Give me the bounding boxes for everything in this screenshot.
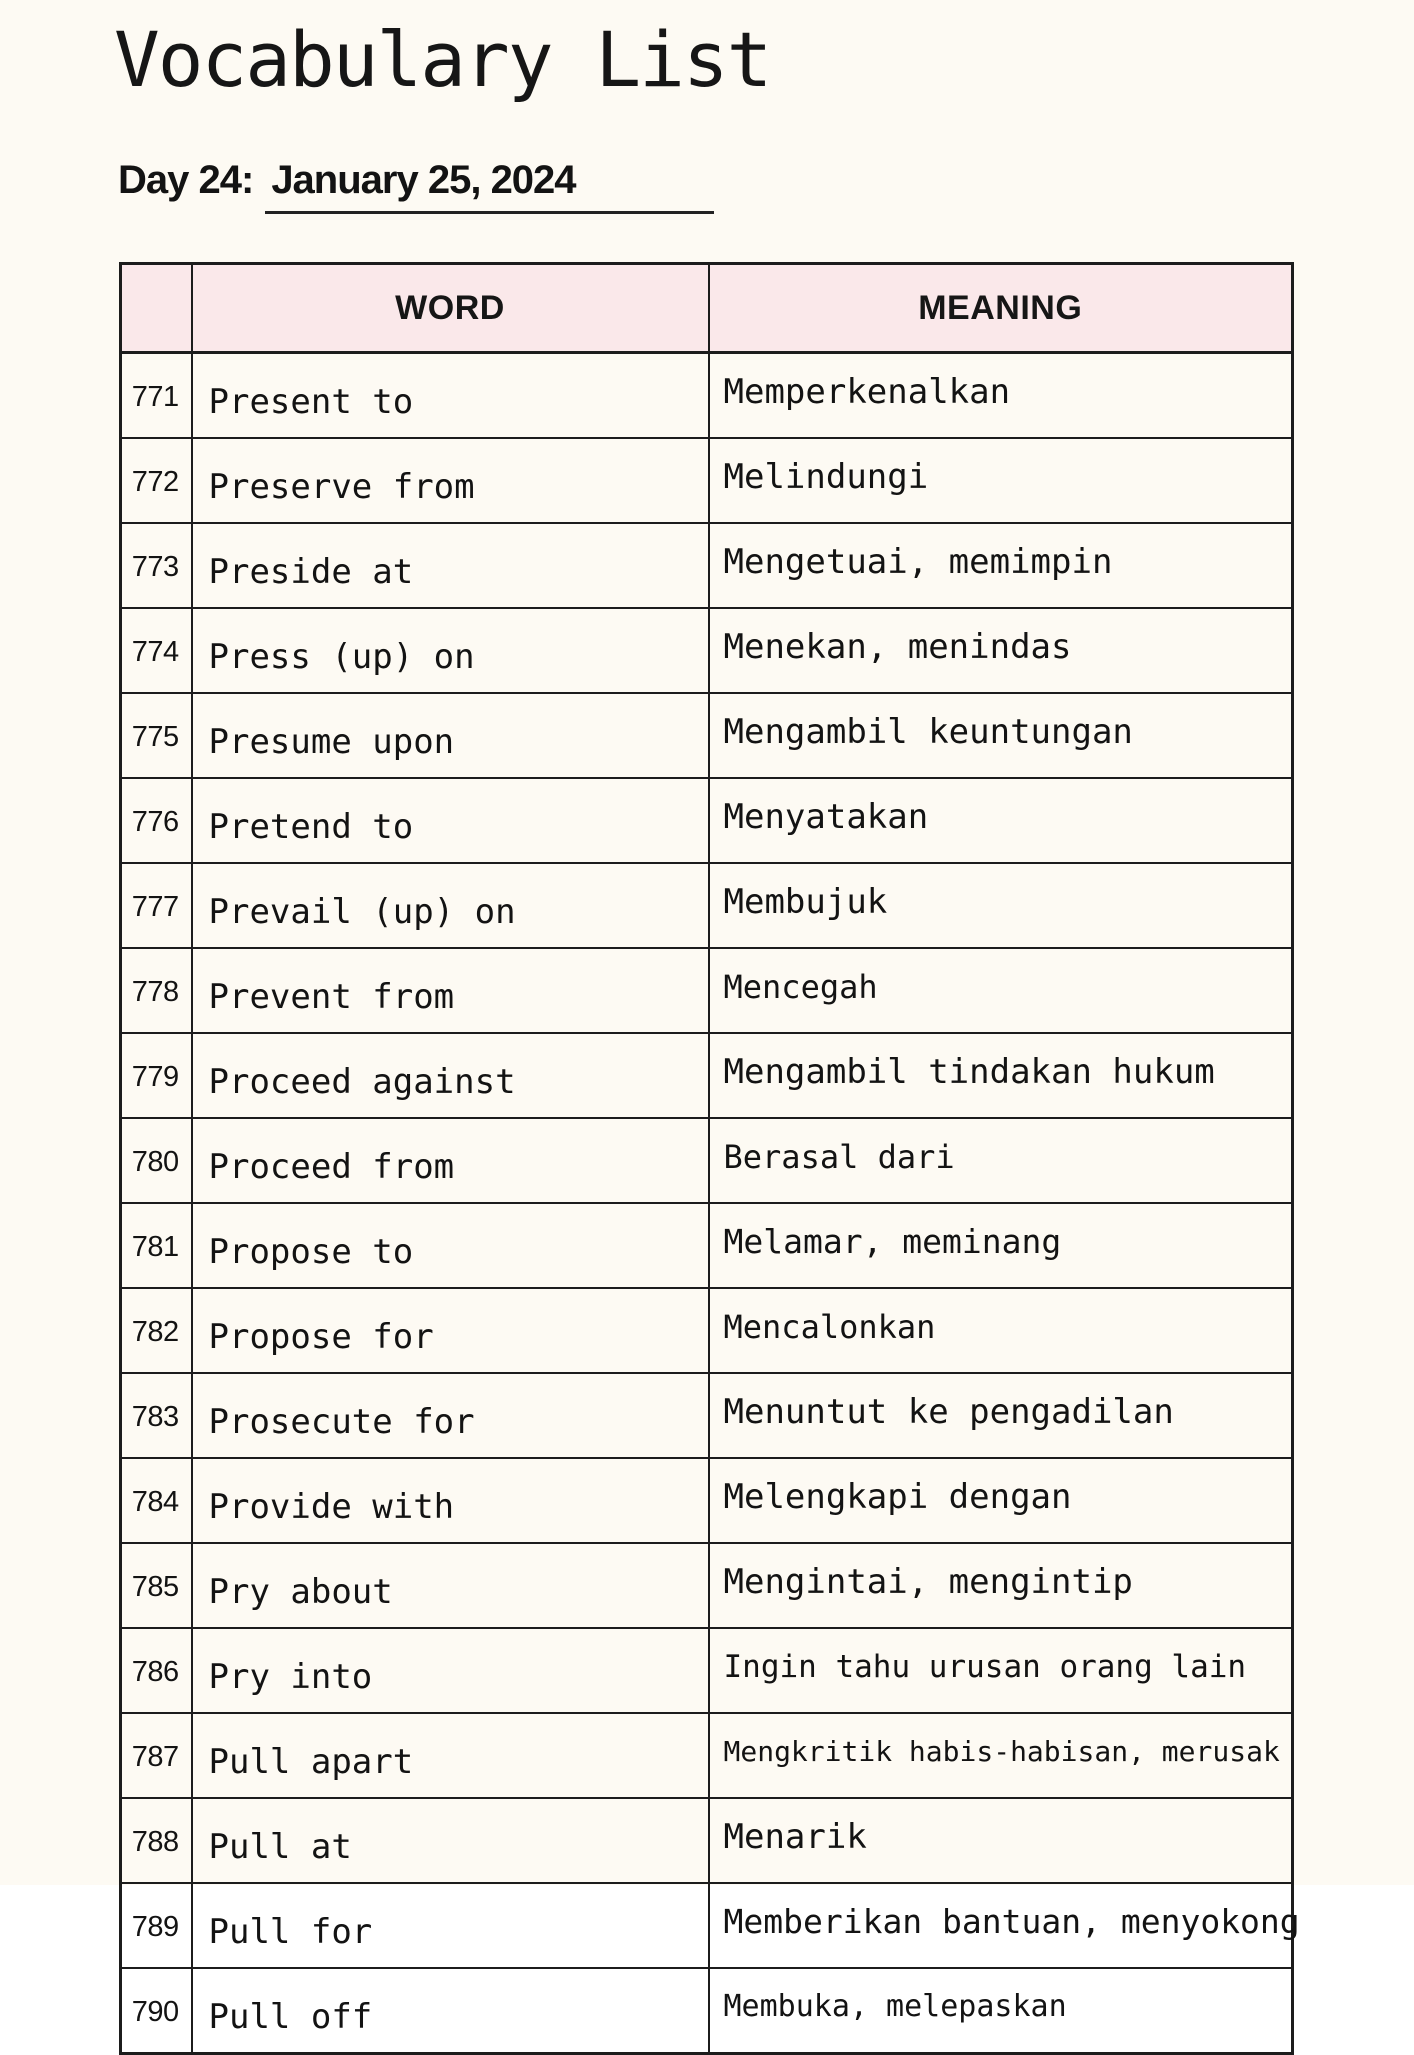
row-number: 772 [121, 438, 192, 523]
meaning-cell: Melengkapi dengan [709, 1458, 1293, 1543]
row-number: 786 [121, 1628, 192, 1713]
meaning-cell: Mengambil keuntungan [709, 693, 1293, 778]
table-row [121, 693, 1293, 778]
row-number: 783 [121, 1373, 192, 1458]
page-title: Vocabulary List [114, 15, 771, 104]
meaning-cell: Ingin tahu urusan orang lain [709, 1628, 1293, 1713]
word-cell: Pull apart [192, 1713, 709, 1798]
row-number: 774 [121, 608, 192, 693]
meaning-cell: Membujuk [709, 863, 1293, 948]
meaning-column-header: MEANING [709, 264, 1293, 353]
word-cell: Pry about [192, 1543, 709, 1628]
meaning-cell: Berasal dari [709, 1118, 1293, 1203]
table-row [121, 863, 1293, 948]
vocab-table [119, 262, 1300, 2055]
table-row [121, 523, 1293, 608]
table-row [121, 353, 1293, 439]
word-cell: Pry into [192, 1628, 709, 1713]
meaning-cell: Mengetuai, memimpin [709, 523, 1293, 608]
word-cell: Provide with [192, 1458, 709, 1543]
meaning-cell: Mengambil tindakan hukum [709, 1033, 1293, 1118]
meaning-cell: Menarik [709, 1798, 1293, 1883]
row-number: 784 [121, 1458, 192, 1543]
vocab-table-body [121, 353, 1300, 2054]
word-cell: Prevail (up) on [192, 863, 709, 948]
table-row [121, 948, 1293, 1033]
row-number: 789 [121, 1883, 192, 1968]
row-number: 775 [121, 693, 192, 778]
number-column-header [121, 264, 192, 353]
word-column-header: WORD [192, 264, 709, 353]
row-number: 771 [121, 353, 192, 439]
table-row [121, 1118, 1293, 1203]
word-cell: Propose to [192, 1203, 709, 1288]
table-row [121, 1373, 1293, 1458]
table-row [121, 1543, 1293, 1628]
row-number: 777 [121, 863, 192, 948]
word-cell: Pull at [192, 1798, 709, 1883]
meaning-cell: Mengkritik habis-habisan, merusak [709, 1713, 1293, 1798]
table-row [121, 1798, 1293, 1883]
row-number: 781 [121, 1203, 192, 1288]
row-number: 785 [121, 1543, 192, 1628]
word-cell: Press (up) on [192, 608, 709, 693]
word-cell: Present to [192, 353, 709, 439]
meaning-cell: Mencalonkan [709, 1288, 1293, 1373]
date-value: January 25, 2024 [265, 158, 714, 214]
table-header-row [121, 264, 1293, 353]
table-row [121, 608, 1293, 693]
row-number: 780 [121, 1118, 192, 1203]
meaning-cell: Memberikan bantuan, menyokong [709, 1883, 1293, 1968]
row-number: 776 [121, 778, 192, 863]
meaning-cell: Menuntut ke pengadilan [709, 1373, 1293, 1458]
word-cell: Preserve from [192, 438, 709, 523]
table-row [121, 1968, 1293, 2054]
table-row [121, 1288, 1293, 1373]
word-cell: Prevent from [192, 948, 709, 1033]
meaning-cell: Menekan, menindas [709, 608, 1293, 693]
word-cell: Pretend to [192, 778, 709, 863]
word-cell: Pull off [192, 1968, 709, 2054]
row-number: 773 [121, 523, 192, 608]
meaning-cell: Membuka, melepaskan [709, 1968, 1293, 2054]
row-number: 782 [121, 1288, 192, 1373]
table-row [121, 778, 1293, 863]
table-row [121, 1203, 1293, 1288]
table-row [121, 1033, 1293, 1118]
row-number: 787 [121, 1713, 192, 1798]
word-cell: Presume upon [192, 693, 709, 778]
word-cell: Proceed from [192, 1118, 709, 1203]
row-number: 788 [121, 1798, 192, 1883]
table-row [121, 1883, 1293, 1968]
meaning-cell: Memperkenalkan [709, 353, 1293, 439]
table-row [121, 438, 1293, 523]
word-cell: Propose for [192, 1288, 709, 1373]
table-row [121, 1458, 1293, 1543]
word-cell: Pull for [192, 1883, 709, 1968]
day-line [118, 158, 714, 214]
word-cell: Proceed against [192, 1033, 709, 1118]
word-cell: Prosecute for [192, 1373, 709, 1458]
table-row [121, 1713, 1293, 1798]
row-number: 790 [121, 1968, 192, 2054]
row-number: 779 [121, 1033, 192, 1118]
meaning-cell: Melamar, meminang [709, 1203, 1293, 1288]
row-number: 778 [121, 948, 192, 1033]
meaning-cell: Menyatakan [709, 778, 1293, 863]
day-label: Day 24: [118, 158, 254, 202]
meaning-cell: Mencegah [709, 948, 1293, 1033]
word-cell: Preside at [192, 523, 709, 608]
table-row [121, 1628, 1293, 1713]
meaning-cell: Mengintai, mengintip [709, 1543, 1293, 1628]
meaning-cell: Melindungi [709, 438, 1293, 523]
